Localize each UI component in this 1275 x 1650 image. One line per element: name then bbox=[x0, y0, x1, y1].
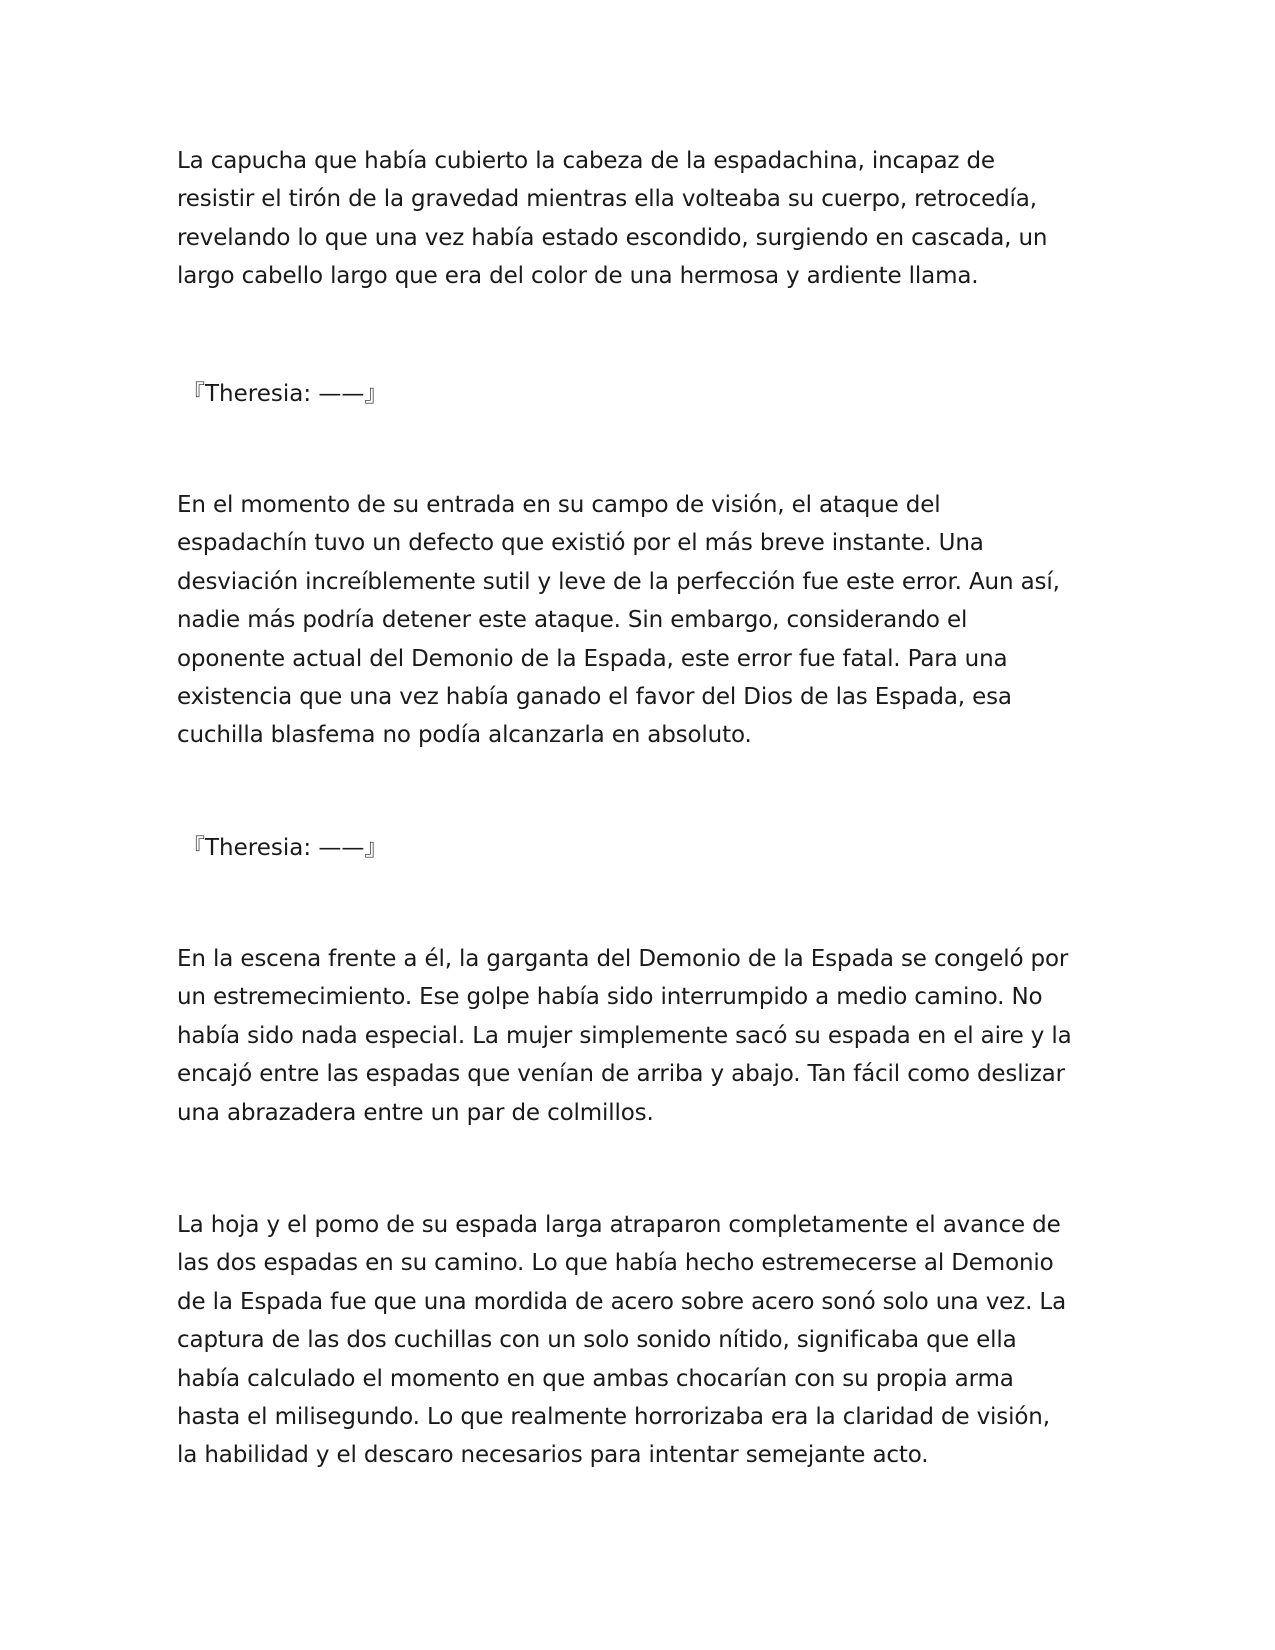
text-line: desviación increíblemente sutil y leve de la perfección fue este error. Aun así, bbox=[177, 568, 1060, 595]
text-line: La hoja y el pomo de su espada larga atraparon completamente el avance de bbox=[177, 1212, 1061, 1238]
text-line: hasta el milisegundo. Lo que realmente horrorizaba era la claridad de visión, bbox=[177, 1404, 1050, 1431]
text-line: revelando lo que una vez había estado escondido, surgiendo en cascada, un bbox=[177, 224, 1048, 251]
text-line: cuchilla blasfema no podía alcanzarla en absoluto. bbox=[177, 722, 752, 749]
text-line: la habilidad y el descaro necesarios para intentar semejante acto. bbox=[177, 1442, 929, 1469]
text-line: La capucha que había cubierto la cabeza de la espadachina, incapaz de bbox=[177, 148, 995, 174]
paragraph-hood bbox=[177, 142, 1107, 296]
text-line: había calculado el momento en que ambas chocarían con su propia arma bbox=[177, 1365, 1014, 1392]
paragraph-flaw bbox=[177, 486, 1107, 755]
dialogue-line-theresia: 『Theresia: ——』 bbox=[182, 835, 388, 861]
paragraph-scene bbox=[177, 940, 1107, 1132]
text-line: captura de las dos cuchillas con un solo sonido nítido, significaba que ella bbox=[177, 1327, 1017, 1354]
text-line: de la Espada fue que una mordida de acero sobre acero sonó solo una vez. La bbox=[177, 1288, 1067, 1315]
text-line: encajó entre las espadas que venían de arriba y abajo. Tan fácil como deslizar bbox=[177, 1061, 1065, 1088]
text-line: había sido nada especial. La mujer simplemente sacó su espada en el aire y la bbox=[177, 1022, 1072, 1049]
text-line: En la escena frente a él, la garganta del Demonio de la Espada se congeló por bbox=[177, 946, 1069, 972]
paragraph-blade bbox=[177, 1206, 1107, 1475]
text-line: las dos espadas en su camino. Lo que había hecho estremecerse al Demonio bbox=[177, 1250, 1054, 1277]
text-line: espadachín tuvo un defecto que existió por el más breve instante. Una bbox=[177, 530, 984, 557]
text-line: En el momento de su entrada en su campo de visión, el ataque del bbox=[177, 492, 941, 518]
text-line: existencia que una vez había ganado el favor del Dios de las Espada, esa bbox=[177, 684, 1012, 711]
text-line: un estremecimiento. Ese golpe había sido interrumpido a medio camino. No bbox=[177, 984, 1043, 1011]
text-line: oponente actual del Demonio de la Espada, este error fue fatal. Para una bbox=[177, 645, 1008, 672]
text-line: nadie más podría detener este ataque. Sin embargo, considerando el bbox=[177, 607, 968, 634]
text-line: una abrazadera entre un par de colmillos. bbox=[177, 1099, 654, 1126]
dialogue-line-theresia: 『Theresia: ——』 bbox=[182, 381, 388, 407]
text-line: largo cabello largo que era del color de una hermosa y ardiente llama. bbox=[177, 263, 979, 290]
text-line: resistir el tirón de la gravedad mientras ella volteaba su cuerpo, retrocedía, bbox=[177, 186, 1037, 213]
